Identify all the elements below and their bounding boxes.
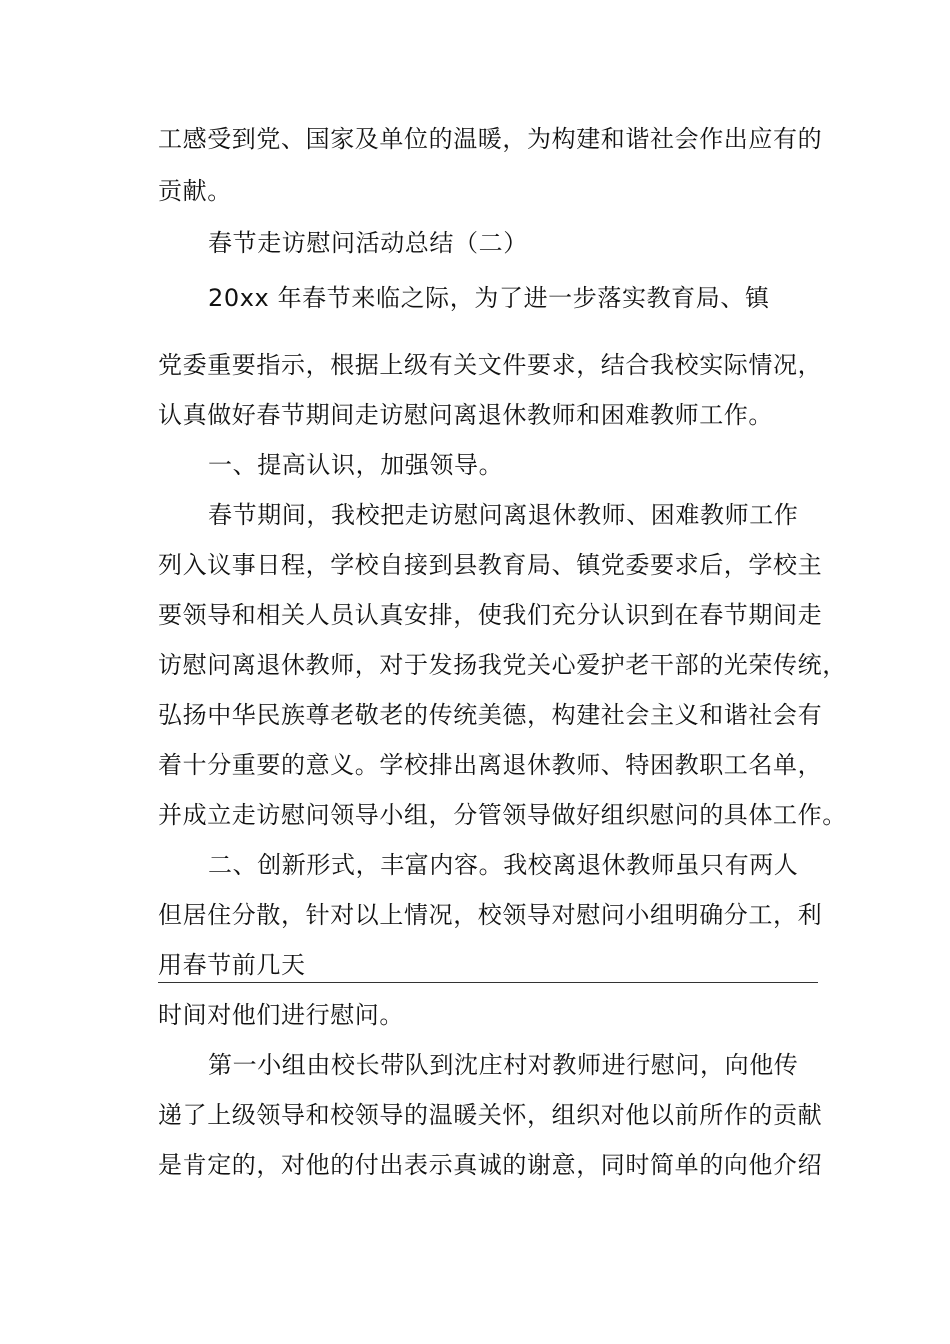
text-line: 但居住分散，针对以上情况，校领导对慰问小组明确分工，利 (158, 901, 823, 929)
text-line: 20xx 年春节来临之际，为了进一步落实教育局、镇 (208, 284, 770, 312)
text-line: 弘扬中华民族尊老敬老的传统美德，构建社会主义和谐社会有 (158, 701, 823, 729)
text-line: 用春节前几天 (158, 951, 306, 979)
text-line: 贡献。 (158, 177, 232, 205)
text-line: 列入议事日程，学校自接到县教育局、镇党委要求后，学校主 (158, 551, 823, 579)
text-line: 第一小组由校长带队到沈庄村对教师进行慰问，向他传 (208, 1051, 799, 1079)
text-line: 时间对他们进行慰问。 (158, 1001, 404, 1029)
text-line: 要领导和相关人员认真安排，使我们充分认识到在春节期间走 (158, 601, 823, 629)
text-line: 递了上级领导和校领导的温暖关怀，组织对他以前所作的贡献 (158, 1101, 823, 1129)
section-heading: 一、提高认识，加强领导。 (208, 451, 504, 479)
text-line: 春节期间，我校把走访慰问离退休教师、困难教师工作 (208, 501, 799, 529)
section-title: 春节走访慰问活动总结（二） (208, 229, 528, 257)
text-line: 访慰问离退休教师，对于发扬我党关心爱护老干部的光荣传统， (158, 651, 847, 679)
text-line: 是肯定的，对他的付出表示真诚的谢意，同时简单的向他介绍 (158, 1151, 823, 1179)
text-line: 着十分重要的意义。学校排出离退休教师、特困教职工名单， (158, 751, 823, 779)
text-line: 党委重要指示，根据上级有关文件要求，结合我校实际情况， (158, 351, 823, 379)
text-line: 二、创新形式，丰富内容。我校离退休教师虽只有两人 (208, 851, 799, 879)
horizontal-rule (158, 982, 818, 983)
text-line: 并成立走访慰问领导小组，分管领导做好组织慰问的具体工作。 (158, 801, 847, 829)
text-line: 认真做好春节期间走访慰问离退休教师和困难教师工作。 (158, 401, 773, 429)
text-line: 工感受到党、国家及单位的温暖，为构建和谐社会作出应有的 (158, 125, 823, 153)
